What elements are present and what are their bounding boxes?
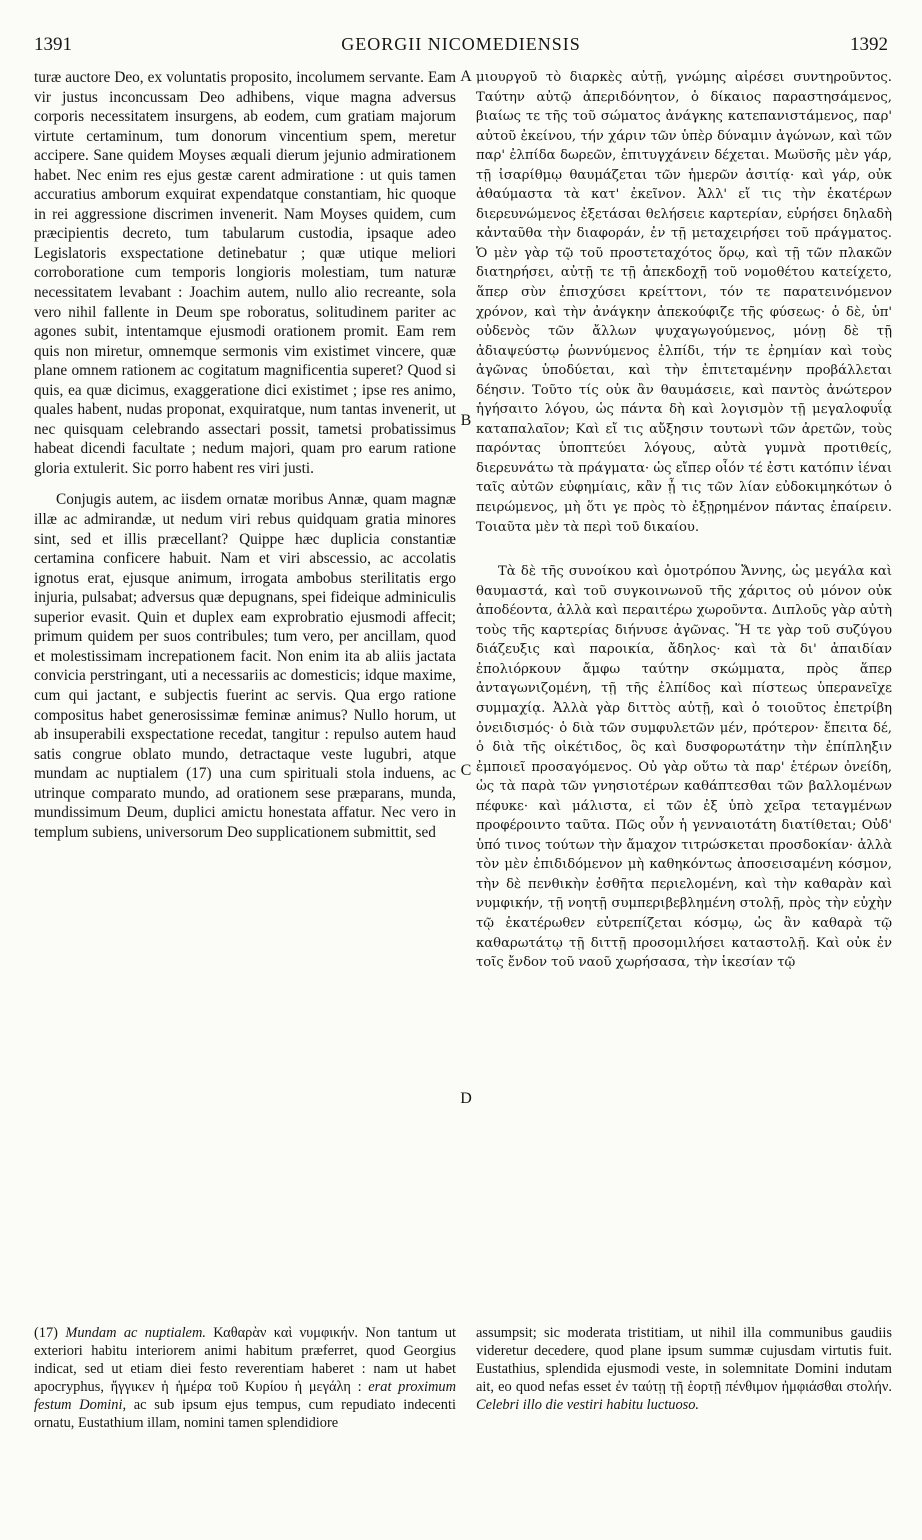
footnote-lemma-greek: Καθαρὰν καὶ νυμφικήν. (205, 1325, 359, 1341)
page-header (30, 34, 892, 62)
footnote-17-continued (476, 1325, 892, 1415)
page-number-right: 1392 (850, 34, 888, 55)
section-marker-d: D (460, 1090, 472, 1107)
latin-column (34, 68, 456, 842)
running-title: GEORGII NICOMEDIENSIS (341, 34, 581, 54)
footnote-italic: erat proximum festum Domini, (34, 1378, 456, 1413)
latin-paragraph-2: Conjugis autem, ac iisdem ornatæ moribus Annæ, quam magnæ illæ ac admirandæ, ut nedum viri rebus quidquam gratia minores sint, sed et illis præcellant? Quippe hæc duplicia constantiæ certamina conficere habuit. Nam et viri abscessio, ac accolatis ignotus erat, ejusque animum, irrogata ambobus sterilitatis ergo injuria, pulsabat; adversus quæ depugnans, spei fideique adminiculis superior evasit. Quin et duplex eam exprobratio ejusmodi affecit; primum quidem per suos contribules; tum vero, per ancillam, quod et molestissimam increpationem facit. Non enim ita ab aliis jactata convicia perstringant, uti a necessariis ac domesticis; idque maxime, cum qui jactant, e subjectis fuerint ac servis. Qua ergo ratione compositus habet generosissimæ feminæ animus? Nullo horum, ut ab insuperabili exspectatione recedat, tangitur : repulso autem haud satis congrue oblato mundo, detractaque veste lugubri, atque mundam ac nuptialem (17) una cum spirituali stola induens, ac utrinque comparato mundo, ad orationem sese præparans, munda, mundissimum Deum, duplici amictu honestata affatur. Nec vero in templum subiens, universorum Deo supplicationem submittit, sed (34, 491, 456, 841)
section-marker-b: B (460, 412, 472, 429)
footnote-number: (17) (34, 1325, 58, 1341)
footnote-17 (34, 1325, 456, 1432)
greek-column (476, 68, 892, 973)
footnote-continued-italic: Celebri illo die vestiri habitu luctuoso. (476, 1396, 700, 1413)
footnote-body: Non tantum ut exteriori habitu interiorem animi habitum præferret, quod Georgius indicat, sed ut etiam diei festo reverentiam haberet : nam ut habet apocryphus, ἤγγικεν ἡ ἡμέρα τοῦ Κυρίου ἡ μεγάλη : (34, 1325, 457, 1395)
page-number-left: 1391 (34, 34, 72, 55)
footnote-tail: ac sub ipsum ejus tempus, cum repudiato indecenti ornatu, Eustathium illam, nomini tamen splendidiore (34, 1396, 456, 1431)
section-marker-a: A (460, 68, 472, 85)
footnote-lemma: Mundam ac nuptialem. (65, 1325, 206, 1341)
latin-paragraph-1: turæ auctore Deo, ex voluntatis proposito, incolumem servante. Eam vir justus inconcussam Deo adhibens, vique magna adversus corporis necessitatem insurgens, ab eodem, cum gratiam majorum virtute certaminum, tum donorum vincentium spem, meretur accipere. Sane quidem Moyses æquali dierum jejunio admirationem habet. Nec enim res ejus gestæ carent admiratione : ut quis tamen accuratius amborum exquirat expendatque constantiam, hic quoque in rei aggressione discrimen invenerit. Nam Moyses quidem, cum præcipientis decreto, tum tabularum custodia, ipsaque adeo Legislatoris exspectatione detinebatur ; quæ utique meliori corroboratione cum temporis longioris molestiam, tum naturæ necessitatem levabant : Joachim autem, nullo alio recreante, sola vero nihil fallente in Deum spe roboratus, solitudinem pariter ac agones subit, intentamque ejusmodi orationem promit. Eam rem quis non miretur, omnemque sermonis vim existimet vincere, quæ plane omnem rationem ac cogitatum magnificentia superet? Quod si quis, ea quæ dicimus, exaggeratione dici existimet ; ipse res animo, quales habent, nudas proponat, exquiratque, num tantas invenerit, ut nec quisquam celebrando assectari possit, tametsi probatissimus habeat dicendi facultate ; nedum majori, quam pro earum ratione gloria extulerit. Sic porro habent res viri justi. (34, 69, 456, 477)
greek-paragraph-1: μιουργοῦ τὸ διαρκὲς αὐτῇ, γνώμης αἱρέσει συντηροῦντος. Ταύτην αὐτῷ ἀπεριδόνητον, ὁ δίκαιος παραστησάμενος, βιαίως τε τῆς τοῦ σώματος ἀνάγκης κατεπανιστάμενος, παρ' αὐτοῦ ἐκείνου, τήν χάριν τῶν ὑπὲρ δύναμιν ἀγώνων, καὶ τῶν παρ' ἐλπίδα δωρεῶν, ἐπιτυγχάνειν δέχεται. Μωϋσῆς μὲν γάρ, τῇ ἰσαρίθμῳ θαυμάζεται τῶν ἡμερῶν ἀσιτίᾳ· καὶ γάρ, οὐκ ἀθαύμαστα τὰ κατ' ἐκεῖνον. Ἀλλ' εἴ τις τὴν ἑκατέρων διερευνώμενος ἐξετάσαι θελήσειε καρτερίαν, εὑρήσει δηλαδὴ κἀνταῦθα τὴν διαφοράν, ἐν τῇ μεταχειρήσει τοῦ πράγματος. Ὁ μὲν γὰρ τῷ τοῦ προστεταχότος ὅρῳ, καὶ τῇ τῶν πλακῶν διατηρήσει, αὐτῇ τε τῇ ἀπεκδοχῇ τοῦ νομοθέτου κατείχετο, ἅπερ σὺν ἐπισχύσει κρείττονι, τόν τε παρατεινόμενον χρόνον, καὶ τὴν ἀνάγκην ἀπεκούφιζε τῆς φύσεως· ὁ δὲ, ὑπ' οὐδενὸς τῶν ἄλλων ψυχαγωγούμενος, μόνῃ δὲ τῇ ἀδιαψεύστῳ ῥωννύμενος ἐλπίδι, τήν τε ἐρημίαν καὶ τοὺς ἀγῶνας ὑποδύεται, καὶ τὴν ἐπιτεταμένην προβάλλεται δέησιν. Τοῦτο τίς οὐκ ἂν θαυμάσειε, καὶ παντὸς ἀνώτερον ἡγήσαιτο λόγου, ὡς πάντα δὴ καὶ λογισμὸν τῇ μεγαλοφυΐᾳ καταπαλαῖον; Καὶ εἴ τις αὔξησιν τουτωνὶ τῶν ἀρετῶν, τοὺς παρόντας ὑποπτεύει λόγους, αὐτὰ γυμνὰ προτιθείς, διερευνάτω τὰ πράγματα· ὡς εἴπερ οἷόν τέ ἐστι κατόπιν ἰέναι ταῖς αὐτῶν εὐφημίαις, κἂν ᾖ τις τῶν λίαν εὐδοκιμηκότων ὁ πειρώμενος, μὴ ὅτι γε πρὸς τὸ ἐξῃρημένον πάντας ἐπαίρειν. Τοιαῦτα μὲν τὰ περὶ τοῦ δικαίου. (476, 70, 892, 535)
greek-paragraph-2: Τὰ δὲ τῆς συνοίκου καὶ ὁμοτρόπου Ἄννης, ὡς μεγάλα καὶ θαυμαστά, καὶ τοῦ συγκοινωνοῦ τῆς χάριτος οὐ μόνον οὐκ ἀποδέοντα, ἀλλὰ καὶ περαιτέρω χωροῦντα. Διπλοῦς γὰρ αὐτὴ τοὺς τῆς καρτερίας διήνυσε ἀγῶνας. Ἥ τε γὰρ τοῦ συζύγου διάζευξις καὶ παροικία, ἄδηλος· καὶ τὰ δι' ἀπαιδίαν ἐπολιόρκουν ἄμφω ταύτην σκώμματα, πρὸς ἅπερ ἀνταγωνιζομένη, τῇ τῆς ἐλπίδος καὶ πίστεως ὑπερανεῖχε συμμαχίᾳ. Ἀλλὰ γὰρ διττὸς αὐτῇ, καὶ ὁ τοιοῦτος ἐπετρίβη ὀνειδισμός· ὁ διὰ τῶν συμφυλετῶν μέν, πρότερον· ἔπειτα δέ, ὁ διὰ τῆς οἰκέτιδος, ὃς καὶ δυσφορωτάτην τὴν ἐπίπληξιν ἐμποιεῖ προσαγόμενος. Οὐ γὰρ οὕτω τὰ παρ' ἑτέρων ὀνείδη, ὡς τὰ παρὰ τῶν γνησιοτέρων καθάπτεσθαι τῶν βαλλομένων πέφυκε· καὶ μάλιστα, εἰ τῶν ἐξ ὑπὸ χεῖρα τεταγμένων προφέροιντο ταῦτα. Πῶς οὖν ἡ γενναιοτάτη διατίθεται; Οὐδ' ὑπό τινος τούτων τὴν ἄμαχον τιτρώσκεται προσδοκίαν· ἀλλὰ τὸν μὲν ἐπιδιδόμενον μὴ καθηκόντως ἀποσεισαμένη κόσμον, τὴν δὲ πενθικὴν ἐσθῆτα περιελομένη, καὶ τὴν καθαρὰν καὶ νυμφικήν, τῇ νοητῇ συμπεριβεβλημένη στολῇ, πρὸς τὴν εὐχὴν τῷ ἑκατέρωθεν εὐτρεπίζεται κόσμῳ, ὡς ἂν καθαρὰ τῷ καθαρωτάτῳ τῇ διττῇ προσομιλήσει καταστολῇ. Καὶ οὐκ ἐν τοῖς ἔνδον τοῦ ναοῦ χωρήσασα, τὴν ἱκεσίαν τῷ (476, 564, 892, 971)
footnote-continued-body: assumpsit; sic moderata tristitiam, ut nihil illa communibus gaudiis videretur decedere, quod plane ipsum summæ cujusdam virtutis fuit. Eustathius, splendida ejusmodi veste, in solemnitate Domini indutam ait, eo quod nefas esset ἐν ταύτῃ τῇ ἑορτῇ πένθιμον ἠμφιάσθαι στολήν. (476, 1325, 892, 1395)
section-marker-c: C (460, 762, 472, 779)
